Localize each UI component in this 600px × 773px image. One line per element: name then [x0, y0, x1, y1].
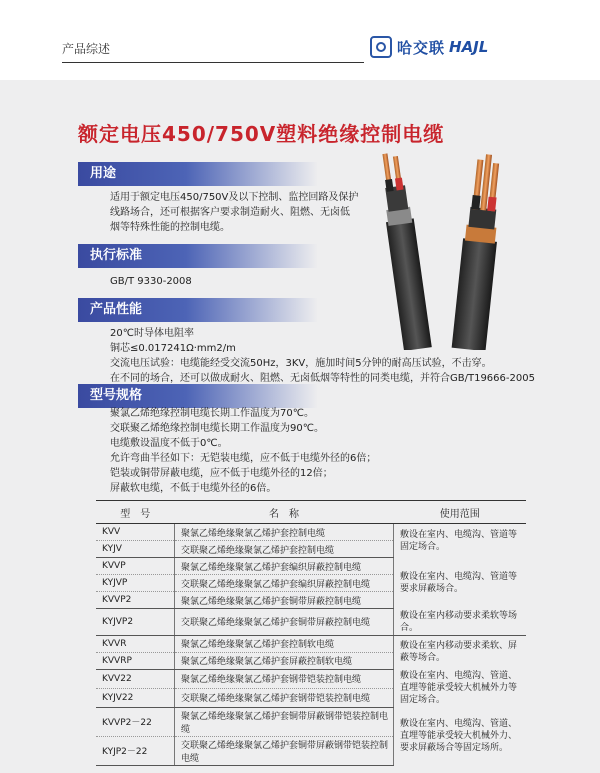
- col-header-name: 名 称: [175, 501, 394, 524]
- brand-en: HAJL: [449, 38, 489, 56]
- name-cell: 交联聚乙烯绝缘聚氯乙烯护套编织屏蔽控制电缆: [175, 575, 394, 592]
- section-models-heading: 型号规格: [78, 384, 318, 408]
- models-line: 聚氯乙烯绝缘控制电缆长期工作温度为70℃。: [110, 408, 314, 419]
- performance-line: 在不同的场合，还可以做成耐火、阻燃、无卤低烟等特性的同类电缆，并符合GB/T19666-2005: [110, 373, 535, 384]
- name-cell: 交联聚乙烯绝缘聚氯乙烯护套钢带铠装控制电缆: [175, 688, 394, 707]
- model-cell: KVVP: [96, 558, 175, 575]
- col-header-usage: 使用范围: [394, 501, 527, 524]
- model-cell: KVVP2－22: [96, 707, 175, 736]
- table-row: [96, 669, 526, 688]
- model-cell: KVVRP: [96, 652, 175, 669]
- model-cell: KVV: [96, 524, 175, 541]
- spec-table: [96, 500, 526, 766]
- models-line: 铠装或铜带屏蔽电缆，应不低于电缆外径的12倍；: [110, 468, 333, 479]
- model-cell: KVVR: [96, 635, 175, 652]
- model-cell: KYJVP2: [96, 609, 175, 636]
- cable-left: [376, 151, 431, 350]
- models-line: 屏蔽软电缆，不低于电缆外径的6倍。: [110, 483, 277, 494]
- usage-line: 烟等特殊性能的控制电缆。: [110, 222, 230, 233]
- name-cell: 聚氯乙烯绝缘聚氯乙烯护套编织屏蔽控制电缆: [175, 558, 394, 575]
- model-cell: KYJV22: [96, 688, 175, 707]
- usage-cell: 敷设在室内、电缆沟、管道、直埋等能承受较大机械外力、要求屏蔽场合等固定场所。: [400, 719, 518, 753]
- models-text: [110, 406, 510, 496]
- table-row: [96, 707, 526, 736]
- model-cell: KYJP2－22: [96, 736, 175, 765]
- usage-cell: 敷设在室内移动要求柔软、屏蔽等场合。: [400, 641, 518, 664]
- cable-product-image: [364, 150, 524, 350]
- table-header-row: [96, 501, 526, 524]
- name-cell: 交联聚乙烯绝缘聚氯乙烯护套控制电缆: [175, 541, 394, 558]
- name-cell: 聚氯乙烯绝缘聚氯乙烯护套铜带屏蔽控制电缆: [175, 592, 394, 609]
- col-header-model: 型 号: [96, 501, 175, 524]
- models-line: 允许弯曲半径如下：无铠装电缆，应不低于电缆外径的6倍；: [110, 453, 377, 464]
- performance-line: 交流电压试验：电缆能经受交流50Hz，3KV，施加时间5分钟的耐高压试验，不击穿。: [110, 358, 492, 369]
- section-standard-heading: 执行标准: [78, 244, 318, 268]
- standard-text: GB/T 9330-2008: [110, 276, 192, 287]
- section-performance-heading: 产品性能: [78, 298, 318, 322]
- table-row: [96, 524, 526, 541]
- name-cell: 交联聚乙烯绝缘聚氯乙烯护套铜带屏蔽控制电缆: [175, 609, 394, 636]
- name-cell: 聚氯乙烯绝缘聚氯乙烯护套钢带铠装控制电缆: [175, 669, 394, 688]
- name-cell: 聚氯乙烯绝缘聚氯乙烯护套屏蔽控制软电缆: [175, 652, 394, 669]
- usage-cell: 敷设在室内、电缆沟、管道等固定场合。: [400, 529, 518, 552]
- model-cell: KYJV: [96, 541, 175, 558]
- name-cell: 交联聚乙烯绝缘聚氯乙烯护套铜带屏蔽钢带铠装控制电缆: [175, 736, 394, 765]
- table-row: [96, 609, 526, 636]
- usage-cell: 敷设在室内移动要求柔软等场合。: [394, 609, 527, 636]
- usage-line: 线路场合，还可根据客户要求制造耐火、阻燃、无卤低: [110, 207, 350, 218]
- name-cell: 聚氯乙烯绝缘聚氯乙烯护套控制软电缆: [175, 635, 394, 652]
- model-cell: KVV22: [96, 669, 175, 688]
- brand-logo: [370, 36, 488, 58]
- table-row: [96, 558, 526, 575]
- section-usage-heading: 用途: [78, 162, 318, 186]
- brand-mark-icon: [370, 36, 392, 58]
- name-cell: 聚氯乙烯绝缘聚氯乙烯护套铜带屏蔽钢带铠装控制电缆: [175, 707, 394, 736]
- page-title: 额定电压450/750V塑料绝缘控制电缆: [78, 122, 445, 146]
- section-label: 产品综述: [62, 42, 111, 56]
- performance-line: 20℃时导体电阻率: [110, 328, 194, 339]
- header-rule: [62, 62, 364, 63]
- performance-line: 铜芯≤0.017241Ω·mm2/m: [110, 343, 236, 354]
- models-line: 交联聚乙烯绝缘控制电缆长期工作温度为90℃。: [110, 423, 324, 434]
- page-header: [0, 0, 600, 70]
- table-row: [96, 635, 526, 652]
- cable-right: [452, 153, 506, 350]
- usage-text: [110, 190, 358, 235]
- usage-cell: 敷设在室内、电缆沟、管道、直埋等能承受较大机械外力等固定场合。: [400, 671, 518, 705]
- name-cell: 聚氯乙烯绝缘聚氯乙烯护套控制电缆: [175, 524, 394, 541]
- models-line: 电缆敷设温度不低于0℃。: [110, 438, 228, 449]
- usage-line: 适用于额定电压450/750V及以下控制、监控回路及保护: [110, 192, 359, 203]
- usage-cell: 敷设在室内、电缆沟、管道等要求屏蔽场合。: [400, 572, 518, 594]
- model-cell: KVVP2: [96, 592, 175, 609]
- model-cell: KYJVP: [96, 575, 175, 592]
- brand-name: 哈交联: [397, 38, 446, 57]
